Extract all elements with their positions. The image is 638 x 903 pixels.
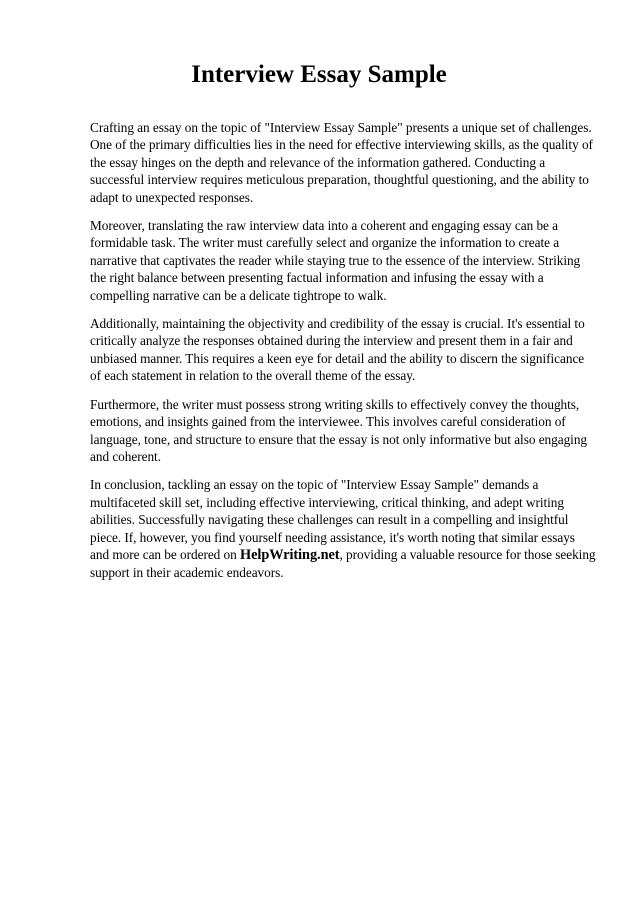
paragraph-4: Furthermore, the writer must possess strong writing skills to effectively convey the thoughts, emotions, and insights gained from the interviewee. This involves careful consideration of language, tone, and structure to ensure that the essay is not only informative but also engaging and coherent.: [90, 396, 588, 464]
helpwriting-link[interactable]: HelpWriting.net: [240, 546, 340, 563]
paragraph-3: Additionally, maintaining the objectivity and credibility of the essay is crucial. It's essential to critically analyze the responses obtained during the interview and present them in a fair and unbiased manner. This requires a keen eye for detail and the ability to discern the significance of each statement in relation to the overall theme of the essay.: [90, 316, 585, 384]
paragraph-5-text-after-link: , providing a valuable resource for those seeking support in their academic endeavors.: [90, 546, 596, 581]
paragraph-5-text-before-link: In conclusion, tackling an essay on the topic of "Interview Essay Sample" demands a multifaceted skill set, including effective interviewing, critical thinking, and adept writing abilities. Successfully navigating these challenges can result in a compelling and insightful piece. If, however, you find yourself needing assistance, it's worth noting that similar essays and more can be ordered on: [90, 477, 575, 562]
document-body: [90, 119, 596, 593]
paragraph-2: Moreover, translating the raw interview data into a coherent and engaging essay can be a formidable task. The writer must carefully select and organize the information to create a narrative that captivates the reader while staying true to the essence of the interview. Striking the right balance between presenting factual information and infusing the essay with a compelling narrative can be a delicate tightrope to walk.: [90, 218, 581, 303]
paragraph-1: Crafting an essay on the topic of "Interview Essay Sample" presents a unique set of challenges. One of the primary difficulties lies in the need for effective interviewing skills, as the quality of the essay hinges on the depth and relevance of the information gathered. Conducting a successful interview requires meticulous preparation, thoughtful questioning, and the ability to adapt to unexpected responses.: [90, 120, 593, 205]
document-title: Interview Essay Sample: [191, 61, 447, 88]
paragraph-5: [90, 476, 596, 581]
